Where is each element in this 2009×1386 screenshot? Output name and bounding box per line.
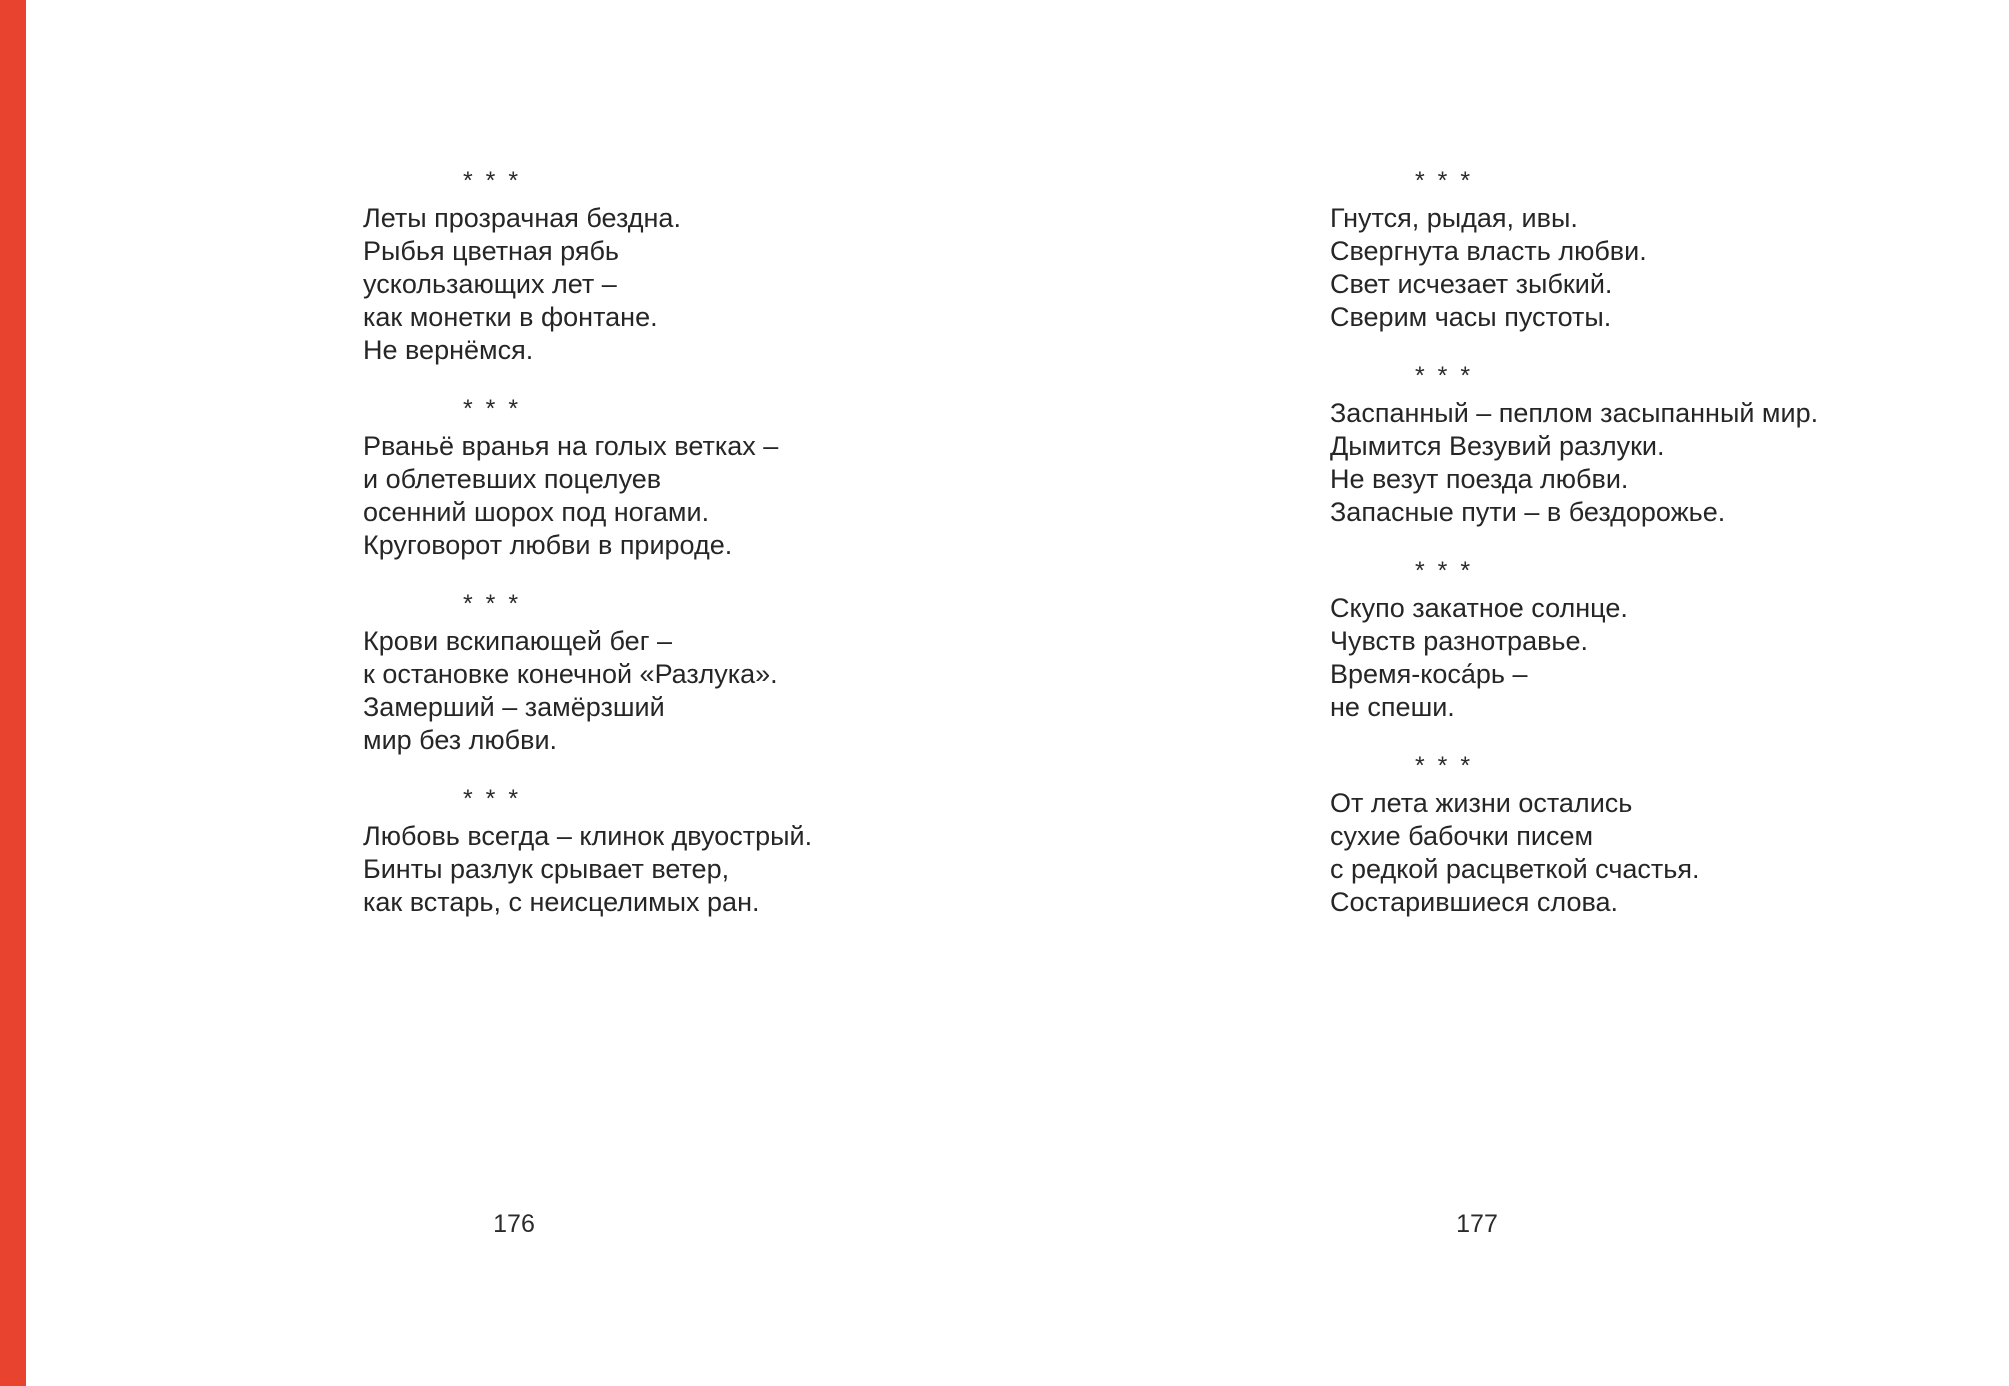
poem — [1330, 165, 1818, 334]
poem-line: Скупо закатное солнце. — [1330, 593, 1628, 623]
poem-separator: * * * — [463, 167, 522, 195]
poem — [363, 588, 812, 757]
poem-line: Бинты разлук срывает ветер, — [363, 854, 730, 884]
poem-line: к остановке конечной «Разлука». — [363, 659, 778, 689]
poem-line: сухие бабочки писем — [1330, 821, 1594, 851]
poem-line: Не везут поезда любви. — [1330, 464, 1629, 494]
poem-line: осенний шорох под ногами. — [363, 497, 710, 527]
poem-line: Свет исчезает зыбкий. — [1330, 269, 1613, 299]
poem-line: не спеши. — [1330, 692, 1455, 722]
poem — [363, 783, 812, 919]
poem-list-right — [1330, 165, 1818, 945]
poem-line: ускользающих лет – — [363, 269, 617, 299]
poem-separator: * * * — [1415, 557, 1474, 585]
poem-line: Круговорот любви в природе. — [363, 530, 733, 560]
poem-line: Заспанный – пеплом засыпанный мир. — [1330, 398, 1819, 428]
poem-line: Состарившиеся слова. — [1330, 887, 1619, 917]
poem — [363, 165, 812, 367]
poem-line: Время-коса́рь – — [1330, 659, 1528, 689]
poem-line: Леты прозрачная бездна. — [363, 203, 681, 233]
poem — [1330, 750, 1818, 919]
poem-line: и облетевших поцелуев — [363, 464, 662, 494]
poem-separator: * * * — [1415, 362, 1474, 390]
poem-line: мир без любви. — [363, 725, 558, 755]
poem-separator: * * * — [463, 785, 522, 813]
poem-line: Замерший – замёрзший — [363, 692, 665, 722]
poem — [1330, 360, 1818, 529]
poem-separator: * * * — [1415, 752, 1474, 780]
page-left — [26, 0, 1006, 1386]
poem-line: Дымится Везувий разлуки. — [1330, 431, 1665, 461]
poem-separator: * * * — [463, 590, 522, 618]
poem-line: Сверим часы пустоты. — [1330, 302, 1612, 332]
poem-separator: * * * — [463, 395, 522, 423]
poem-line: как встарь, с неисцелимых ран. — [363, 887, 760, 917]
book-edge-strip — [0, 0, 26, 1386]
poem-line: Свергнута власть любви. — [1330, 236, 1647, 266]
page-number-right: 177 — [1456, 1210, 1498, 1238]
poem-line: Запасные пути – в бездорожье. — [1330, 497, 1726, 527]
poem-line: Гнутся, рыдая, ивы. — [1330, 203, 1578, 233]
poem-line: Рыбья цветная рябь — [363, 236, 619, 266]
poem-line: Крови вскипающей бег – — [363, 626, 673, 656]
poem-line: Рваньё вранья на голых ветках – — [363, 431, 779, 461]
poem — [1330, 555, 1818, 724]
page-number-left: 176 — [493, 1210, 535, 1238]
poem-line: Чувств разнотравье. — [1330, 626, 1589, 656]
poem-separator: * * * — [1415, 167, 1474, 195]
poem-line: Любовь всегда – клинок двуострый. — [363, 821, 813, 851]
page-right — [1006, 0, 2009, 1386]
poem-line: с редкой расцветкой счастья. — [1330, 854, 1700, 884]
poem — [363, 393, 812, 562]
poem-line: как монетки в фонтане. — [363, 302, 658, 332]
poem-line: Не вернёмся. — [363, 335, 534, 365]
poem-line: От лета жизни остались — [1330, 788, 1633, 818]
poem-list-left — [363, 165, 812, 945]
